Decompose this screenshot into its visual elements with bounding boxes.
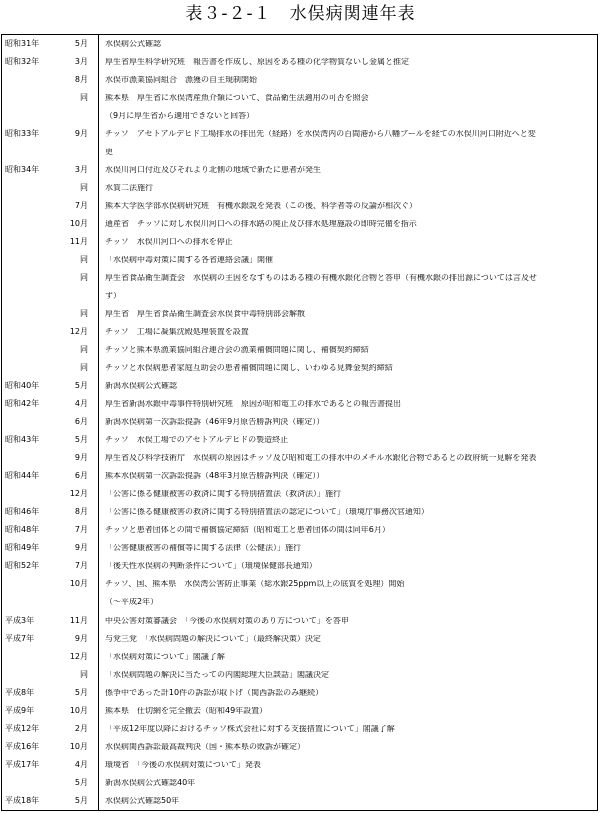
- table-row: [2, 575, 597, 593]
- row-event: チッソ アセトアルデヒド工場排水の排出先（経路）を水俣湾内の百間港から八幡プールを経ての水俣川河口附近へと変: [105, 130, 536, 139]
- row-event: 「公害に係る健康被害の救済に関する特別措置法（救済法）」施行: [105, 490, 341, 499]
- table-row: [2, 720, 597, 738]
- row-event: チッソ 水俣工場でのアセトアルデヒドの製造終止: [105, 436, 289, 445]
- row-era: 昭和49年: [5, 543, 40, 553]
- table-row: [2, 287, 597, 305]
- row-month: 同: [80, 309, 88, 319]
- row-month: 同: [80, 345, 88, 355]
- row-month: 8月: [74, 75, 88, 85]
- row-event: チッソ 工場に凝集沈殿処理装置を設置: [105, 328, 249, 337]
- row-month: 10月: [69, 219, 88, 229]
- table-body: [2, 35, 597, 810]
- row-event: 新潟水俣病公式確認40年: [105, 778, 196, 787]
- row-event: チッソ 水俣川河口への排水を停止: [105, 238, 233, 247]
- row-month: 9月: [74, 543, 88, 553]
- row-event: 係争中であった計10件の訴訟が取下げ（関西訴訟のみ継続）: [105, 688, 324, 697]
- table-row: [2, 666, 597, 684]
- row-event: 水俣病公式確認50年: [105, 796, 180, 805]
- row-month: 5月: [74, 795, 88, 805]
- row-event: 水質二法施行: [105, 184, 153, 193]
- row-event: 熊本水俣病第一次訴訟提訴（48年3月原告勝訴判決（確定））: [105, 472, 325, 481]
- row-event: 「平成12年度以降におけるチッソ株式会社に対する支援措置について」閣議了解: [105, 724, 395, 733]
- row-month: 5月: [74, 39, 88, 48]
- row-month: 4月: [74, 759, 88, 769]
- row-event: 中央公害対策審議会 「今後の水俣病対策のあり方について」を答申: [105, 616, 349, 625]
- row-event: 水俣病関西訴訟最高裁判決（国・熊本県の敗訴が確定）: [105, 742, 305, 751]
- row-era: 昭和44年: [5, 471, 40, 481]
- table-row: [2, 323, 597, 341]
- row-event: 新潟水俣病第一次訴訟提訴（46年9月原告勝訴判決（確定））: [105, 418, 325, 427]
- row-era: 昭和48年: [5, 525, 40, 535]
- row-month: 同: [80, 93, 88, 103]
- row-month: 6月: [74, 471, 88, 481]
- table-row: [2, 179, 597, 197]
- row-event: 厚生省及び科学技術庁 水俣病の原因はチッソ及び昭和電工の排水中のメチル水銀化合物であるとの政府統一見解を発表: [105, 454, 537, 463]
- row-month: 同: [80, 363, 88, 373]
- table-row: [2, 395, 597, 413]
- row-event: 「公害に係る健康被害の救済に関する特別措置法の認定について」（環境庁事務次官通知）: [105, 508, 429, 517]
- table-row: [2, 251, 597, 269]
- row-month: 6月: [74, 417, 88, 427]
- row-month: 3月: [74, 165, 88, 175]
- table-row: [2, 143, 597, 161]
- table-row: [2, 269, 597, 287]
- row-era: 昭和46年: [5, 507, 40, 517]
- row-event: 厚生省新潟水銀中毒事件特別研究班 原因が昭和電工の排水であるとの報告書提出: [105, 400, 401, 409]
- table-row: [2, 35, 597, 53]
- row-event: 環境省 「今後の水俣病対策について」発表: [105, 760, 261, 769]
- table-row: [2, 557, 597, 575]
- row-event: チッソ、国、熊本県 水俣湾公害防止事業（総水銀25ppm以上の底質を処理）開始: [105, 580, 405, 589]
- table-row: [2, 53, 597, 71]
- table-row: [2, 648, 597, 666]
- row-event: 熊本大学医学部水俣病研究班 有機水銀説を発表（この後、科学者等の反論が相次ぐ）: [105, 202, 417, 211]
- row-era: 昭和40年: [5, 381, 40, 391]
- row-era: 昭和32年: [5, 57, 40, 67]
- row-event: 熊本県 厚生省に水俣湾産魚介類について、食品衛生法適用の可否を照会: [105, 94, 369, 103]
- table-row: [2, 431, 597, 449]
- table-row: [2, 197, 597, 215]
- row-era: 昭和42年: [5, 399, 40, 409]
- table-row: [2, 233, 597, 251]
- row-era: 昭和34年: [5, 165, 40, 175]
- table-row: [2, 792, 597, 810]
- table-row: [2, 756, 597, 774]
- row-event: 「水俣病問題の解決に当たっての内閣総理大臣談話」閣議決定: [105, 670, 329, 679]
- table-row: [2, 521, 597, 539]
- row-event: （9月に厚生省から適用できないと回答）: [105, 112, 255, 121]
- row-month: 同: [80, 183, 88, 193]
- table-row: [2, 738, 597, 756]
- row-month: 11月: [69, 615, 88, 625]
- row-month: 10月: [69, 579, 88, 589]
- row-event: 厚生省 厚生省食品衛生調査会水俣食中毒特別部会解散: [105, 310, 305, 319]
- row-event: チッソと熊本県漁業協同組合連合会の漁業補償問題に関し、補償契約締結: [105, 346, 369, 355]
- row-month: 5月: [74, 435, 88, 445]
- row-event: 与党三党 「水俣病問題の解決について」（最終解決策）決定: [105, 634, 321, 643]
- table-row: [2, 503, 597, 521]
- table-row: [2, 377, 597, 395]
- table-row: [2, 341, 597, 359]
- row-event: ず）: [105, 292, 121, 301]
- row-event: （〜平成2年）: [105, 598, 159, 607]
- row-event: 「後天性水俣病の判断条件について」（環境保健部長通知）: [105, 562, 317, 571]
- row-month: 5月: [74, 687, 88, 697]
- row-event: 水俣川河口付近及びそれより北側の地域で新たに患者が発生: [105, 166, 321, 175]
- row-event: 熊本県 仕切網を完全撤去（昭和49年設置）: [105, 706, 268, 715]
- row-event: 厚生省厚生科学研究班 報告書を作成し、原因をある種の化学物質ないし金属と推定: [105, 58, 409, 67]
- row-month: 7月: [74, 525, 88, 535]
- row-event: 厚生省食品衛生調査会 水俣病の主因をなすものはある種の有機水銀化合物と答申（有機水銀の排出源については言及せ: [105, 274, 537, 283]
- table-row: [2, 485, 597, 503]
- table-row: [2, 539, 597, 557]
- row-month: 2月: [74, 723, 88, 733]
- row-era: 平成16年: [5, 741, 40, 751]
- table-row: [2, 161, 597, 179]
- row-month: 7月: [74, 561, 88, 571]
- row-era: 平成8年: [5, 687, 35, 697]
- row-month: 7月: [74, 201, 88, 211]
- row-event: 「公害健康被害の補償等に関する法律（公健法）」施行: [105, 544, 301, 553]
- table-row: [2, 612, 597, 630]
- table-row: [2, 359, 597, 377]
- table-row: [2, 413, 597, 431]
- table-row: [2, 71, 597, 89]
- table-row: [2, 89, 597, 107]
- row-month: 5月: [74, 777, 88, 787]
- table-row: [2, 215, 597, 233]
- row-month: 同: [80, 273, 88, 283]
- row-era: 平成3年: [5, 615, 35, 625]
- table-row: [2, 449, 597, 467]
- table-row: [2, 593, 597, 611]
- row-month: 3月: [74, 57, 88, 67]
- row-event: 「水俣病対策について」閣議了解: [105, 652, 225, 661]
- table-row: [2, 107, 597, 125]
- row-event: チッソと水俣病患者家庭互助会の患者補償問題に関し、いわゆる見舞金契約締結: [105, 364, 393, 373]
- table-row: [2, 774, 597, 792]
- table-row: [2, 125, 597, 143]
- row-event: 「水俣病中毒対策に関する各省連絡会議」開催: [105, 256, 273, 265]
- table-row: [2, 630, 597, 648]
- row-era: 平成12年: [5, 723, 40, 733]
- row-event: 新潟水俣病公式確認: [105, 382, 177, 391]
- row-era: 昭和33年: [5, 129, 40, 139]
- chronology-table: [1, 34, 598, 811]
- row-event: 更: [105, 148, 113, 157]
- row-event: 水俣病公式確認: [105, 40, 161, 48]
- table-row: [2, 684, 597, 702]
- row-era: 昭和31年: [5, 39, 40, 48]
- page-title: 表３-２-１ 水俣病関連年表: [185, 4, 416, 24]
- row-month: 12月: [69, 327, 88, 337]
- row-month: 12月: [69, 651, 88, 661]
- row-month: 12月: [69, 489, 88, 499]
- row-month: 11月: [69, 237, 88, 247]
- row-month: 10月: [69, 705, 88, 715]
- row-event: 通産省 チッソに対し水俣川河口への排水路の廃止及び排水処理施設の即時完備を指示: [105, 220, 417, 229]
- row-event: チッソと患者団体との間で補償協定締結（昭和電工と患者団体の間は同年6月）: [105, 526, 390, 535]
- table-row: [2, 305, 597, 323]
- row-event: 水俣市漁業協同組合 漁獲の自主規制開始: [105, 76, 257, 85]
- row-era: 平成17年: [5, 759, 40, 769]
- row-era: 平成18年: [5, 795, 40, 805]
- row-month: 同: [80, 255, 88, 265]
- row-month: 10月: [69, 741, 88, 751]
- row-month: 9月: [74, 129, 88, 139]
- table-row: [2, 702, 597, 720]
- row-month: 9月: [74, 633, 88, 643]
- row-month: 9月: [74, 453, 88, 463]
- row-era: 平成7年: [5, 633, 35, 643]
- row-era: 昭和52年: [5, 561, 40, 571]
- row-month: 8月: [74, 507, 88, 517]
- row-month: 同: [80, 669, 88, 679]
- row-month: 4月: [74, 399, 88, 409]
- row-month: 5月: [74, 381, 88, 391]
- row-era: 昭和43年: [5, 435, 40, 445]
- table-row: [2, 467, 597, 485]
- row-era: 平成9年: [5, 705, 35, 715]
